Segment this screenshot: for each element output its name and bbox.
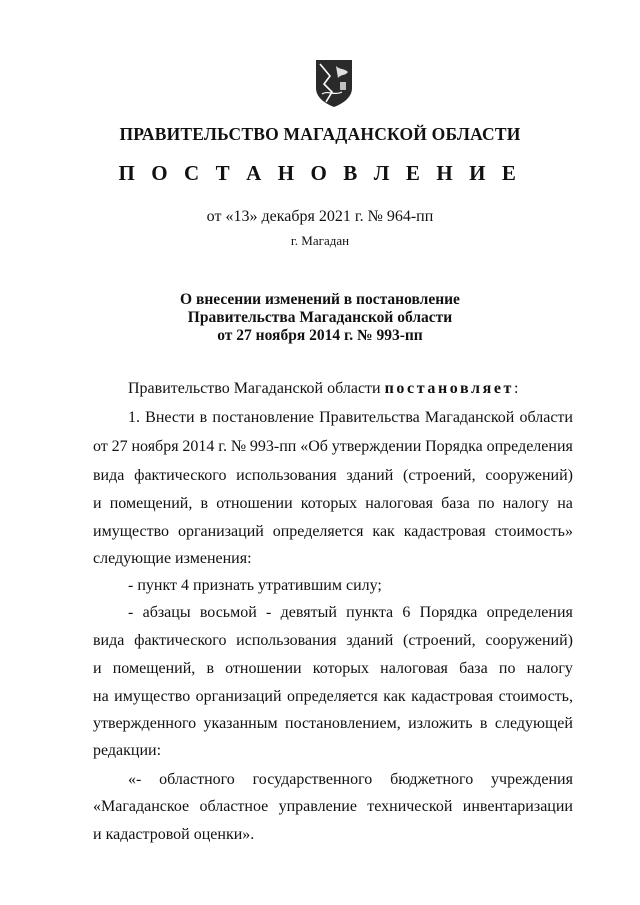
- paragraph-line: [128, 770, 573, 790]
- word: определяется: [272, 523, 364, 540]
- word: и: [93, 660, 102, 677]
- word: Порядка: [425, 438, 483, 455]
- word: в: [200, 495, 209, 512]
- word: вида: [93, 632, 125, 649]
- paragraph-line: [93, 797, 573, 817]
- word: №: [230, 438, 247, 455]
- word: как: [372, 523, 395, 540]
- word: фактического: [134, 632, 227, 649]
- word: имущество: [114, 688, 191, 705]
- word: определения: [486, 604, 573, 621]
- word: по: [477, 495, 495, 512]
- word: база: [441, 495, 470, 512]
- word: «Об: [300, 438, 328, 455]
- document-type-title: П О С Т А Н О В Л Е Н И Е: [118, 161, 522, 185]
- word: имущество: [93, 523, 170, 540]
- intro-prefix: Правительство Магаданской области: [128, 380, 381, 397]
- word: по: [498, 660, 516, 677]
- word: 27: [111, 438, 128, 455]
- word: Внести: [145, 409, 195, 426]
- word: следующей: [494, 715, 573, 732]
- word: определяется: [287, 688, 378, 705]
- word: управление: [278, 798, 357, 815]
- word: сооружений): [485, 467, 573, 484]
- word: «Магаданское: [93, 798, 190, 815]
- word: 1.: [128, 409, 140, 426]
- word: помещений,: [109, 495, 193, 512]
- word: налогу: [526, 660, 573, 677]
- word: 6: [402, 604, 411, 621]
- subject-line: от 27 ноября 2014 г. № 993-пп: [217, 327, 423, 344]
- word: -: [266, 604, 272, 621]
- word: на: [93, 688, 109, 705]
- word: абзацы: [142, 604, 191, 621]
- paragraph-line: [93, 437, 573, 457]
- word: 2014: [182, 438, 215, 455]
- document-date-number: от «13» декабря 2021 г. № 964-пп: [206, 208, 434, 225]
- word: утвержденного: [93, 715, 197, 732]
- word: указанным: [203, 715, 278, 732]
- word: фактического: [134, 467, 227, 484]
- paragraph-line: [128, 603, 573, 623]
- word: стоимость»: [494, 523, 573, 540]
- word: зданий: [346, 467, 394, 484]
- paragraph-line: редакции:: [93, 742, 162, 759]
- word: постановление: [212, 409, 314, 426]
- paragraph-line: [93, 659, 573, 679]
- document-subject: [0, 291, 640, 345]
- word: «-: [128, 771, 142, 788]
- word: кадастровая: [403, 523, 486, 540]
- word: девятый: [280, 604, 337, 621]
- word: Правительства: [319, 409, 420, 426]
- word: учреждения: [491, 771, 573, 788]
- word: отношении: [225, 660, 302, 677]
- word: вида: [93, 467, 125, 484]
- word: постановлением,: [285, 715, 401, 732]
- subject-line: О внесении изменений в постановление: [180, 291, 460, 308]
- word: база: [459, 660, 488, 677]
- word: зданий: [346, 632, 394, 649]
- word: как: [383, 688, 406, 705]
- word: налоговая: [380, 660, 448, 677]
- coat-of-arms-icon: [314, 58, 354, 108]
- paragraph-line: - пункт 4 признать утратившим силу;: [128, 577, 382, 594]
- word: бюджетного: [390, 771, 474, 788]
- word: г.: [218, 438, 227, 455]
- word: -: [128, 604, 134, 621]
- paragraph-line: [93, 522, 573, 542]
- word: восьмой: [199, 604, 257, 621]
- paragraph-line: следующие изменения:: [93, 550, 252, 567]
- word: технической: [367, 798, 453, 815]
- word: которых: [300, 495, 358, 512]
- paragraph-line: [93, 687, 573, 707]
- word: использования: [236, 632, 337, 649]
- word: пункта: [346, 604, 394, 621]
- word: от: [93, 438, 108, 455]
- word: и: [93, 495, 102, 512]
- intro-colon: :: [514, 380, 519, 397]
- word: помещений,: [112, 660, 196, 677]
- word: 993-пп: [249, 438, 297, 455]
- word: ноября: [131, 438, 179, 455]
- paragraph-line: [128, 408, 573, 428]
- word: кадастровая: [411, 688, 494, 705]
- intro-line: [128, 379, 573, 399]
- word: использования: [236, 467, 337, 484]
- word: области: [519, 409, 573, 426]
- word: инвентаризации: [462, 798, 573, 815]
- word: сооружений): [485, 632, 573, 649]
- organization-title: ПРАВИТЕЛЬСТВО МАГАДАНСКОЙ ОБЛАСТИ: [119, 124, 521, 144]
- word: на: [557, 495, 573, 512]
- word: налоговая: [365, 495, 433, 512]
- word: налогу: [502, 495, 550, 512]
- word: в: [206, 660, 214, 677]
- word: государственного: [252, 771, 373, 788]
- word: отношении: [216, 495, 293, 512]
- subject-line: Правительства Магаданской области: [187, 309, 453, 326]
- word: организаций: [195, 688, 282, 705]
- word: организаций: [177, 523, 264, 540]
- word: (строений,: [403, 467, 476, 484]
- word: изложить: [408, 715, 473, 732]
- word: Магаданской: [424, 409, 515, 426]
- paragraph-line: [93, 631, 573, 651]
- word: которых: [312, 660, 370, 677]
- word: (строений,: [403, 632, 476, 649]
- word: определения: [486, 438, 573, 455]
- paragraph-line: [93, 466, 573, 486]
- word: Порядка: [419, 604, 478, 621]
- document-city: г. Магадан: [290, 233, 350, 248]
- word: в: [479, 715, 488, 732]
- word: областного: [159, 771, 235, 788]
- paragraph-line: [93, 714, 573, 734]
- paragraph-line: и кадастровой оценки».: [93, 826, 255, 843]
- word: стоимость,: [498, 688, 573, 705]
- word: областное: [199, 798, 269, 815]
- word: утверждении: [331, 438, 422, 455]
- paragraph-line: [93, 494, 573, 514]
- intro-decree-word: постановляет: [384, 380, 515, 397]
- word: в: [199, 409, 208, 426]
